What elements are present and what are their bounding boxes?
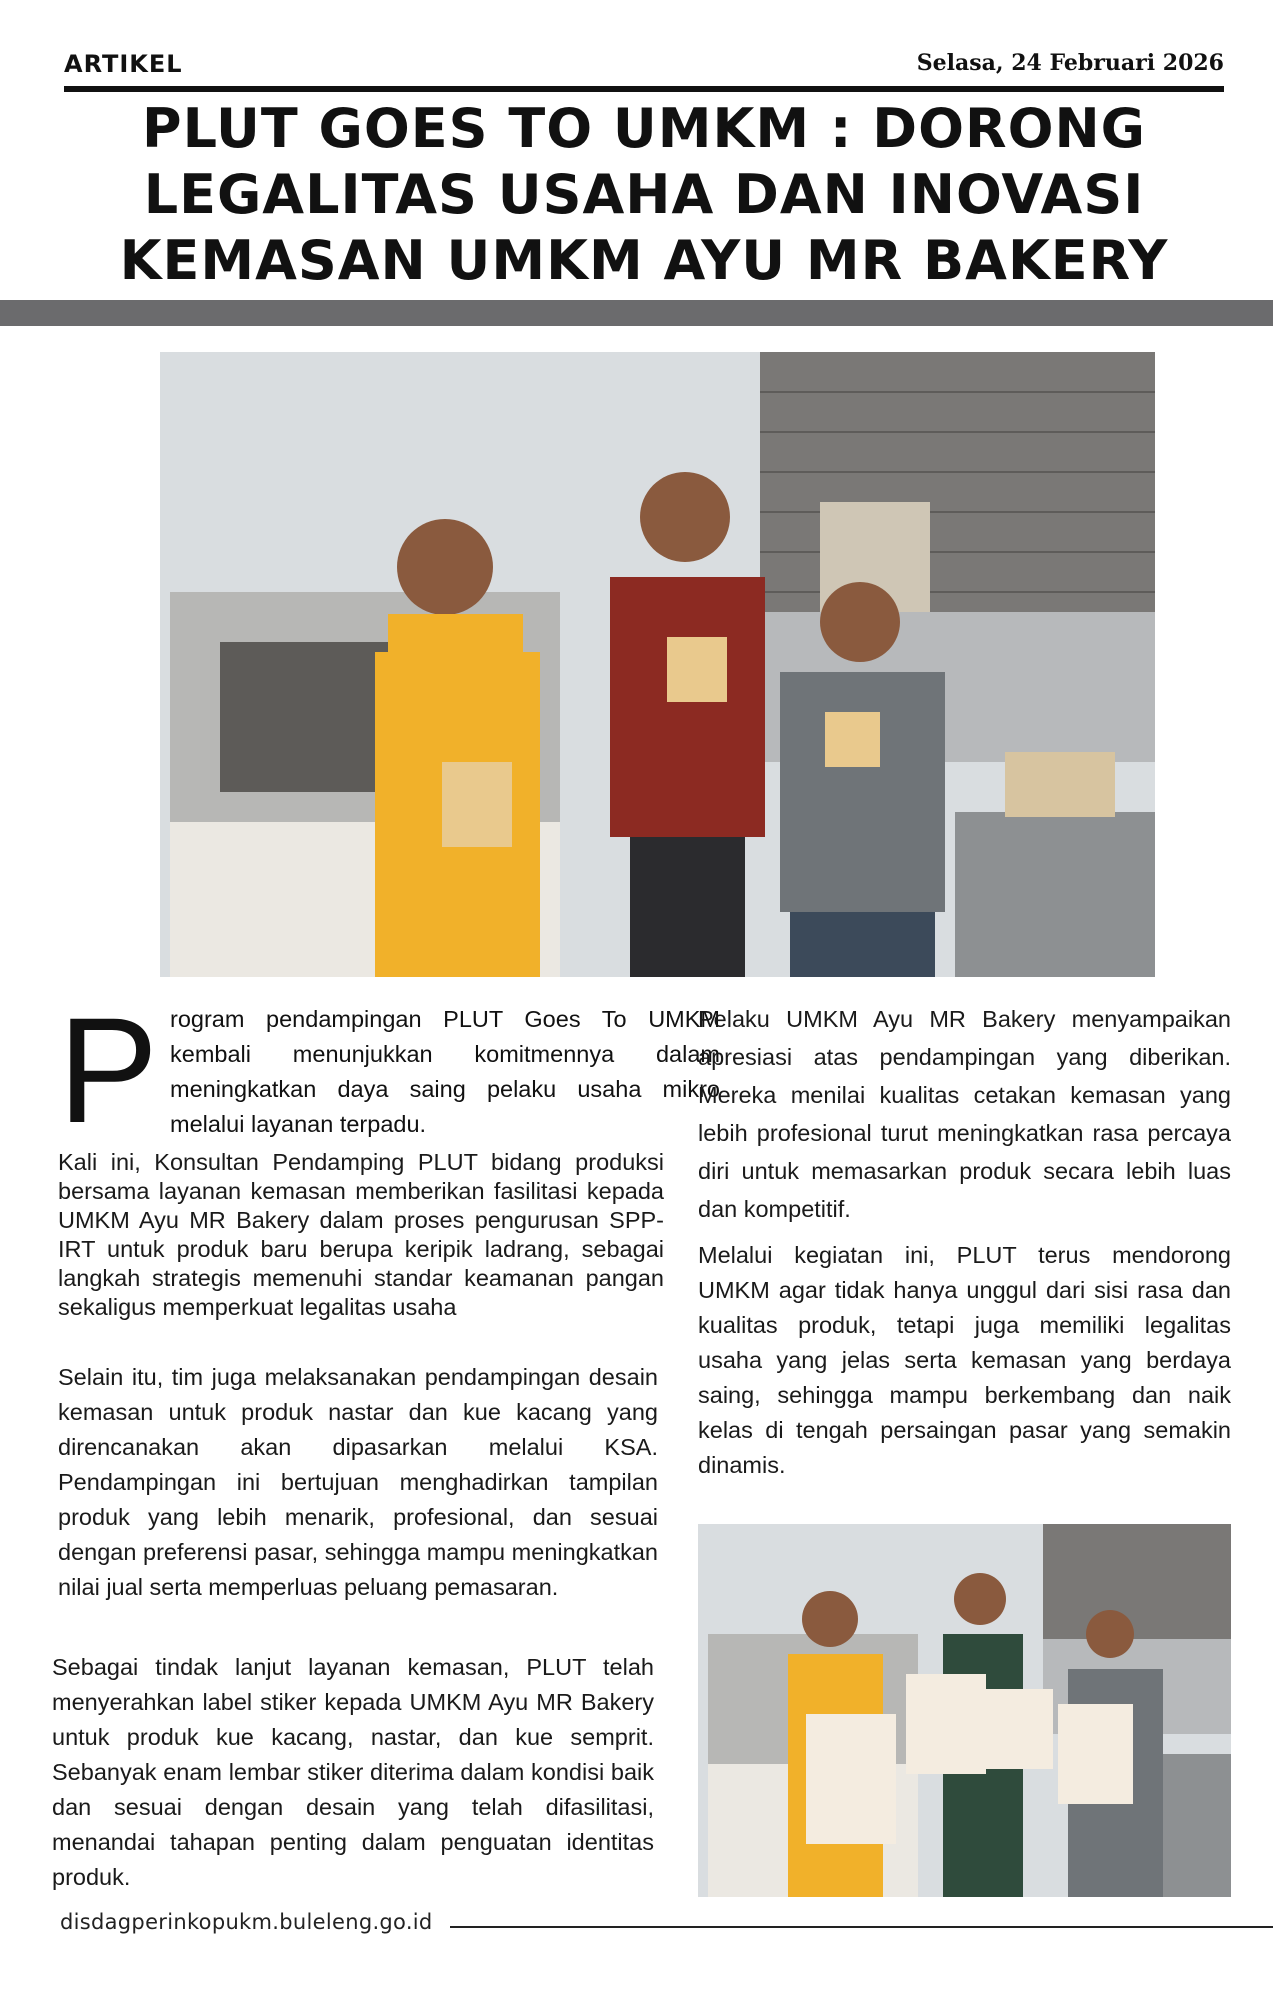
top-divider bbox=[64, 86, 1224, 92]
masthead bbox=[64, 50, 1224, 86]
headline-line-3: KEMASAN UMKM AYU MR BAKERY bbox=[119, 229, 1169, 292]
paragraph-3: Selain itu, tim juga melaksanakan pendampingan desain kemasan untuk produk nastar dan kue kacang yang direncanakan akan dipasarkan melalui KSA. Pendampingan ini bertujuan menghadirkan tampilan produk yang lebih menarik, profesional, dan sesuai dengan preferensi pasar, sehingga mampu meningkatkan nilai jual serta memperluas peluang pemasaran. bbox=[58, 1364, 658, 1600]
headline-line-2: LEGALITAS USAHA DAN INOVASI bbox=[143, 163, 1145, 226]
headline-line-1: PLUT GOES TO UMKM : DORONG bbox=[142, 97, 1146, 160]
paragraph-5: Pelaku UMKM Ayu MR Bakery menyampaikan apresiasi atas pendampingan yang diberikan. Mereka menilai kualitas cetakan kemasan yang lebih profesional turut meningkatkan rasa percaya diri untuk memasarkan produk secara lebih luas dan kompetitif. bbox=[698, 1006, 1231, 1222]
gray-band-divider bbox=[0, 300, 1273, 326]
footer-divider bbox=[450, 1926, 1273, 1928]
paragraph-4: Sebagai tindak lanjut layanan kemasan, PLUT telah menyerahkan label stiker kepada UMKM Ayu MR Bakery untuk produk kue kacang, nastar, dan kue semprit. Sebanyak enam lembar stiker diterima dalam kondisi baik dan sesuai dengan desain yang telah difasilitasi, menandai tahapan penting dalam penguatan identitas produk. bbox=[52, 1654, 654, 1890]
main-photo bbox=[160, 352, 1155, 977]
headline bbox=[64, 96, 1224, 294]
footer-url: disdagperinkopukm.buleleng.go.id bbox=[60, 1910, 433, 1934]
paragraph-2: Kali ini, Konsultan Pendamping PLUT bidang produksi bersama layanan kemasan memberikan fasilitasi kepada UMKM Ayu MR Bakery dalam proses pengurusan SPP-IRT untuk produk baru berupa keripik ladrang, sebagai langkah strategis memenuhi standar keamanan pangan sekaligus memperkuat legalitas usaha bbox=[58, 1149, 664, 1320]
paragraph-1: rogram pendampingan PLUT Goes To UMKM kembali menunjukkan komitmennya dalam meningkatkan daya saing pelaku usaha mikro melalui layanan terpadu. bbox=[170, 1006, 720, 1137]
paragraph-6: Melalui kegiatan ini, PLUT terus mendorong UMKM agar tidak hanya unggul dari sisi rasa dan kualitas produk, tetapi juga memiliki legalitas usaha yang jelas serta kemasan yang berdaya saing, sehingga mampu berkembang dan naik kelas di tengah persaingan pasar yang semakin dinamis. bbox=[698, 1242, 1231, 1478]
drop-cap: P bbox=[58, 986, 159, 1154]
section-label: ARTIKEL bbox=[64, 50, 183, 78]
secondary-photo bbox=[698, 1524, 1231, 1897]
publication-date: Selasa, 24 Februari 2026 bbox=[916, 50, 1224, 76]
